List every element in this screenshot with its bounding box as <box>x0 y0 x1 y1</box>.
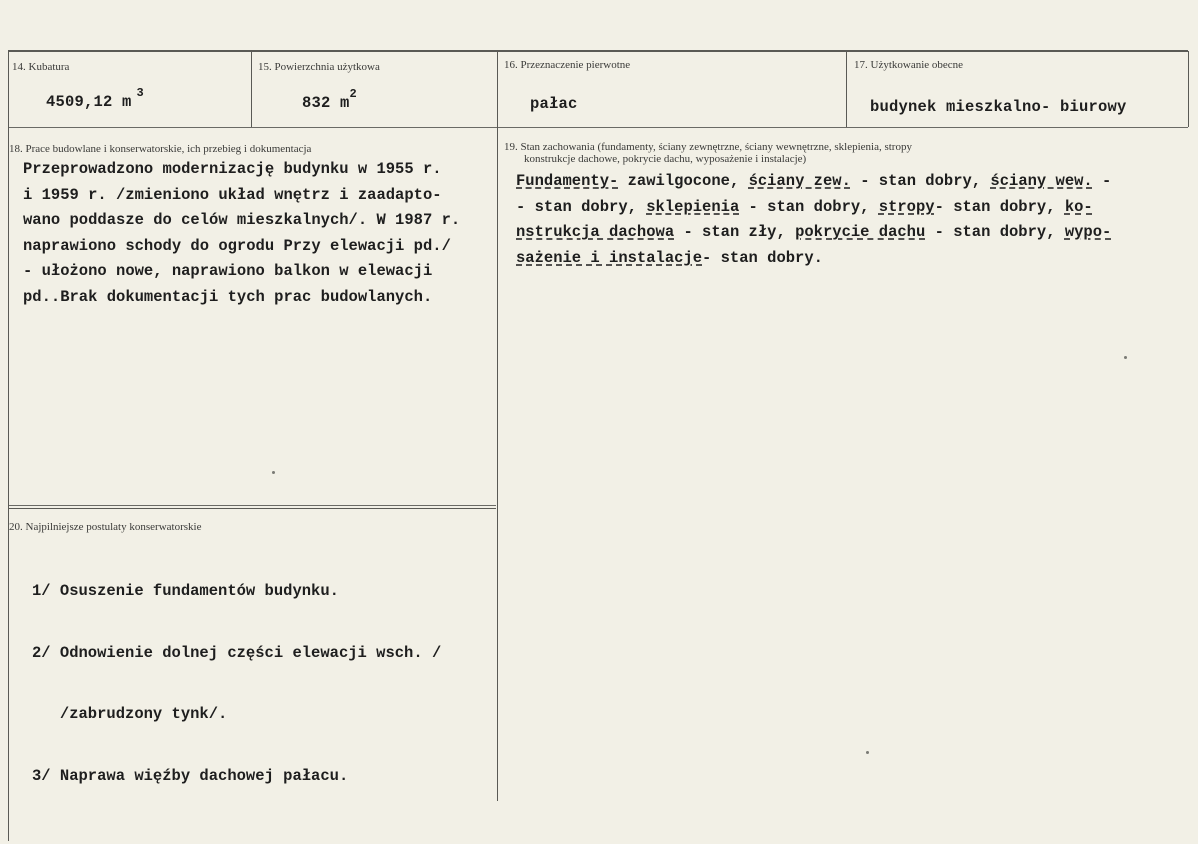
underlined-term: nstrukcja dachowa <box>516 223 675 241</box>
field-18-label: 18. Prace budowlane i konserwatorskie, ich przebieg i dokumentacja <box>9 143 312 155</box>
text-segment: - <box>1092 172 1112 190</box>
field-18-line: i 1959 r. /zmieniono układ wnętrz i zaadapto- <box>23 185 442 204</box>
text-segment: - stan dobry, <box>516 197 647 216</box>
field-19-text <box>516 169 1111 271</box>
field-18-line: pd..Brak dokumentacji tych prac budowlanych. <box>23 287 433 306</box>
field-15-label: 15. Powierzchnia użytkowa <box>258 61 380 73</box>
top-rule <box>8 50 1188 52</box>
field-16-value: pałac <box>530 95 578 113</box>
underlined-term: Fundamenty- <box>516 172 619 190</box>
field-20-line: /zabrudzony tynk/. <box>32 705 228 723</box>
field-19-line <box>516 220 1111 246</box>
field-20-label: 20. Najpilniejsze postulaty konserwatorskie <box>9 521 202 533</box>
text-segment: - stan dobry, <box>934 197 1065 216</box>
field-14-label: 14. Kubatura <box>12 61 70 73</box>
field-20-line: 2/ Odnowienie dolnej części elewacji wsch. / <box>32 643 442 662</box>
text-segment: - stan dobry, <box>850 172 991 190</box>
underlined-term: sażenie i instalacje <box>516 248 703 267</box>
field-20-line: 1/ Osuszenie fundamentów budynku. <box>32 582 339 600</box>
field-15-value <box>302 87 357 113</box>
field-19-line <box>516 169 1111 195</box>
underlined-term: wypo- <box>1064 223 1112 241</box>
col2-divider <box>497 51 498 801</box>
text-segment: - stan dobry. <box>702 248 823 267</box>
text-segment: - stan dobry, <box>925 223 1065 241</box>
field-18-text <box>23 157 460 310</box>
field-14-value <box>46 86 144 112</box>
field-20-line: 3/ Naprawa więźby dachowej pałacu. <box>32 766 349 785</box>
field-15-unit-exponent: 2 <box>349 87 357 101</box>
mid-left-rule <box>8 505 496 506</box>
paper-speck <box>866 751 869 754</box>
underlined-term: ko- <box>1064 197 1093 216</box>
row1-bottom-rule <box>8 127 1188 128</box>
field-18-line: - ułożono nowe, naprawiono balkon w elewacji <box>23 262 433 280</box>
field-19-line <box>516 246 1111 272</box>
field-15-number: 832 m <box>302 94 350 113</box>
field-16-label: 16. Przeznaczenie pierwotne <box>504 59 631 71</box>
field-19-line <box>516 195 1111 221</box>
text-segment: zawilgocone, <box>618 172 749 190</box>
underlined-term: stropy <box>878 197 935 216</box>
field-17-value: budynek mieszkalno- biurowy <box>870 98 1127 116</box>
underlined-term: ściany wew. <box>990 172 1093 190</box>
field-18-line: Przeprowadzono modernizację budynku w 1955 r. <box>23 160 442 178</box>
col1-divider <box>251 51 252 127</box>
field-14-number: 4509,12 m <box>46 93 132 112</box>
text-segment: - stan zły, <box>674 223 796 241</box>
paper-speck <box>1124 356 1127 359</box>
field-19-label-line-2: konstrukcje dachowe, pokrycie dachu, wyposażenie i instalacje) <box>524 153 807 165</box>
underlined-term: sklepienia <box>646 197 740 216</box>
underlined-term: pokrycie dachu <box>795 223 926 241</box>
left-border <box>8 51 9 841</box>
field-14-unit-exponent: 3 <box>136 86 144 100</box>
text-segment: - stan dobry, <box>739 197 879 216</box>
paper-speck <box>272 471 275 474</box>
right-border <box>1188 51 1189 127</box>
field-19-label-line-1: 19. Stan zachowania (fundamenty, ściany zewnętrzne, ściany wewnętrzne, sklepienia, stropy <box>504 141 912 153</box>
col3-divider <box>846 51 847 127</box>
mid-left-rule-2 <box>8 508 496 509</box>
field-18-line: naprawiono schody do ogrodu Przy elewacji pd./ <box>23 236 451 255</box>
underlined-term: ściany zew. <box>748 172 851 190</box>
field-18-line: wano poddasze do celów mieszkalnych/. W 1987 r. <box>23 211 461 229</box>
field-20-text <box>32 543 441 825</box>
field-17-label: 17. Użytkowanie obecne <box>854 59 964 71</box>
